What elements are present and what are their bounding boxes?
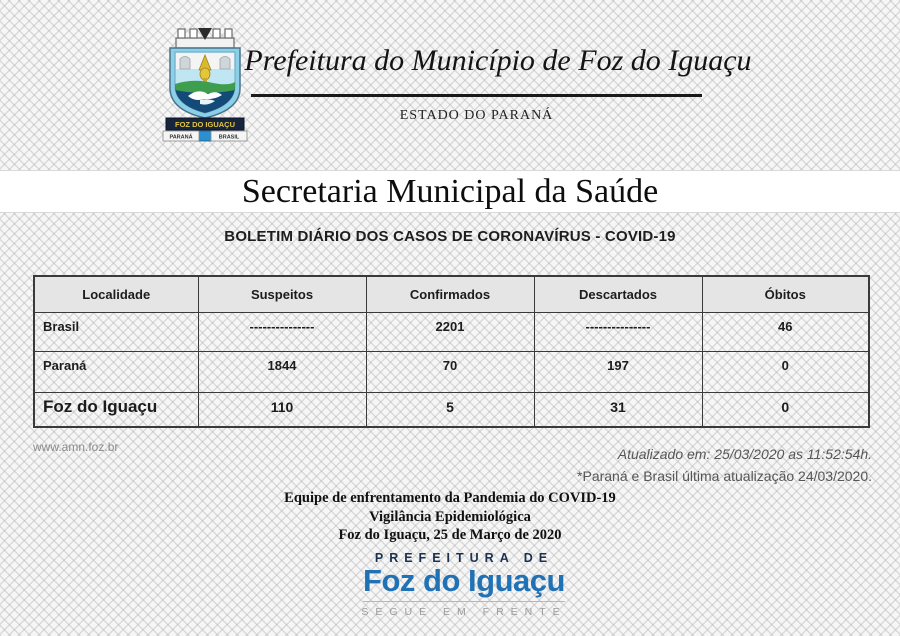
- cell-descartados: 197: [534, 351, 702, 392]
- cell-localidade: Brasil: [34, 312, 198, 351]
- table-header-row: [34, 276, 869, 312]
- col-confirmados: Confirmados: [366, 276, 534, 312]
- cell-descartados: 31: [534, 392, 702, 427]
- cell-obitos: 0: [702, 351, 869, 392]
- website-url: www.amn.foz.br: [33, 440, 119, 454]
- cell-suspeitos: 110: [198, 392, 366, 427]
- secretariat-band: [0, 170, 900, 213]
- city-hall-logo: [0, 551, 900, 620]
- update-footnote: *Paraná e Brasil última atualização 24/03/2020.: [577, 468, 872, 484]
- cell-descartados: ---------------: [534, 312, 702, 351]
- cell-confirmados: 5: [366, 392, 534, 427]
- logo-prefeitura-label: PREFEITURA DE: [374, 551, 554, 565]
- cell-localidade: Paraná: [34, 351, 198, 392]
- cell-obitos: 46: [702, 312, 869, 351]
- col-localidade: Localidade: [34, 276, 198, 312]
- table-row-parana: [34, 351, 869, 392]
- state-label: ESTADO DO PARANÁ: [399, 108, 554, 123]
- cell-suspeitos: 1844: [198, 351, 366, 392]
- shield-icon: [170, 48, 240, 118]
- crest-banner-text: FOZ DO IGUAÇU: [175, 120, 235, 129]
- team-line-1: Equipe de enfrentamento da Pandemia do COVID-19: [284, 490, 616, 506]
- team-signature: [0, 489, 900, 545]
- cell-obitos: 0: [702, 392, 869, 427]
- logo-divider: [363, 601, 564, 602]
- coat-of-arms-icon: [158, 26, 252, 142]
- col-suspeitos: Suspeitos: [198, 276, 366, 312]
- logo-tagline: SEGUE EM FRENTE: [361, 605, 567, 618]
- crest-ribbons: [163, 131, 247, 141]
- municipality-title: Prefeitura do Município de Foz do Iguaçu: [244, 44, 752, 77]
- table-row-brasil: [34, 312, 869, 351]
- cell-suspeitos: ---------------: [198, 312, 366, 351]
- team-line-2: Vigilância Epidemiológica: [369, 508, 531, 525]
- cases-table: [33, 275, 868, 428]
- cell-confirmados: 70: [366, 351, 534, 392]
- crest-banner: [166, 118, 244, 130]
- logo-city-name: Foz do Iguaçu: [363, 563, 565, 598]
- header-divider: [251, 94, 702, 97]
- crest-ribbon-right-text: BRASIL: [218, 134, 240, 141]
- col-descartados: Descartados: [534, 276, 702, 312]
- table-row-foz-do-iguacu: [34, 392, 869, 427]
- crest-ribbon-left-text: PARANÁ: [169, 134, 193, 141]
- crown-icon: [176, 28, 234, 48]
- bulletin-title: BOLETIM DIÁRIO DOS CASOS DE CORONAVÍRUS - COVID-19: [224, 228, 676, 245]
- cell-localidade: Foz do Iguaçu: [34, 392, 198, 427]
- updated-timestamp: Atualizado em: 25/03/2020 as 11:52:54h.: [617, 446, 872, 462]
- cell-confirmados: 2201: [366, 312, 534, 351]
- secretariat-title: Secretaria Municipal da Saúde: [241, 173, 659, 210]
- col-obitos: Óbitos: [702, 276, 869, 312]
- team-line-3: Foz do Iguaçu, 25 de Março de 2020: [338, 527, 562, 544]
